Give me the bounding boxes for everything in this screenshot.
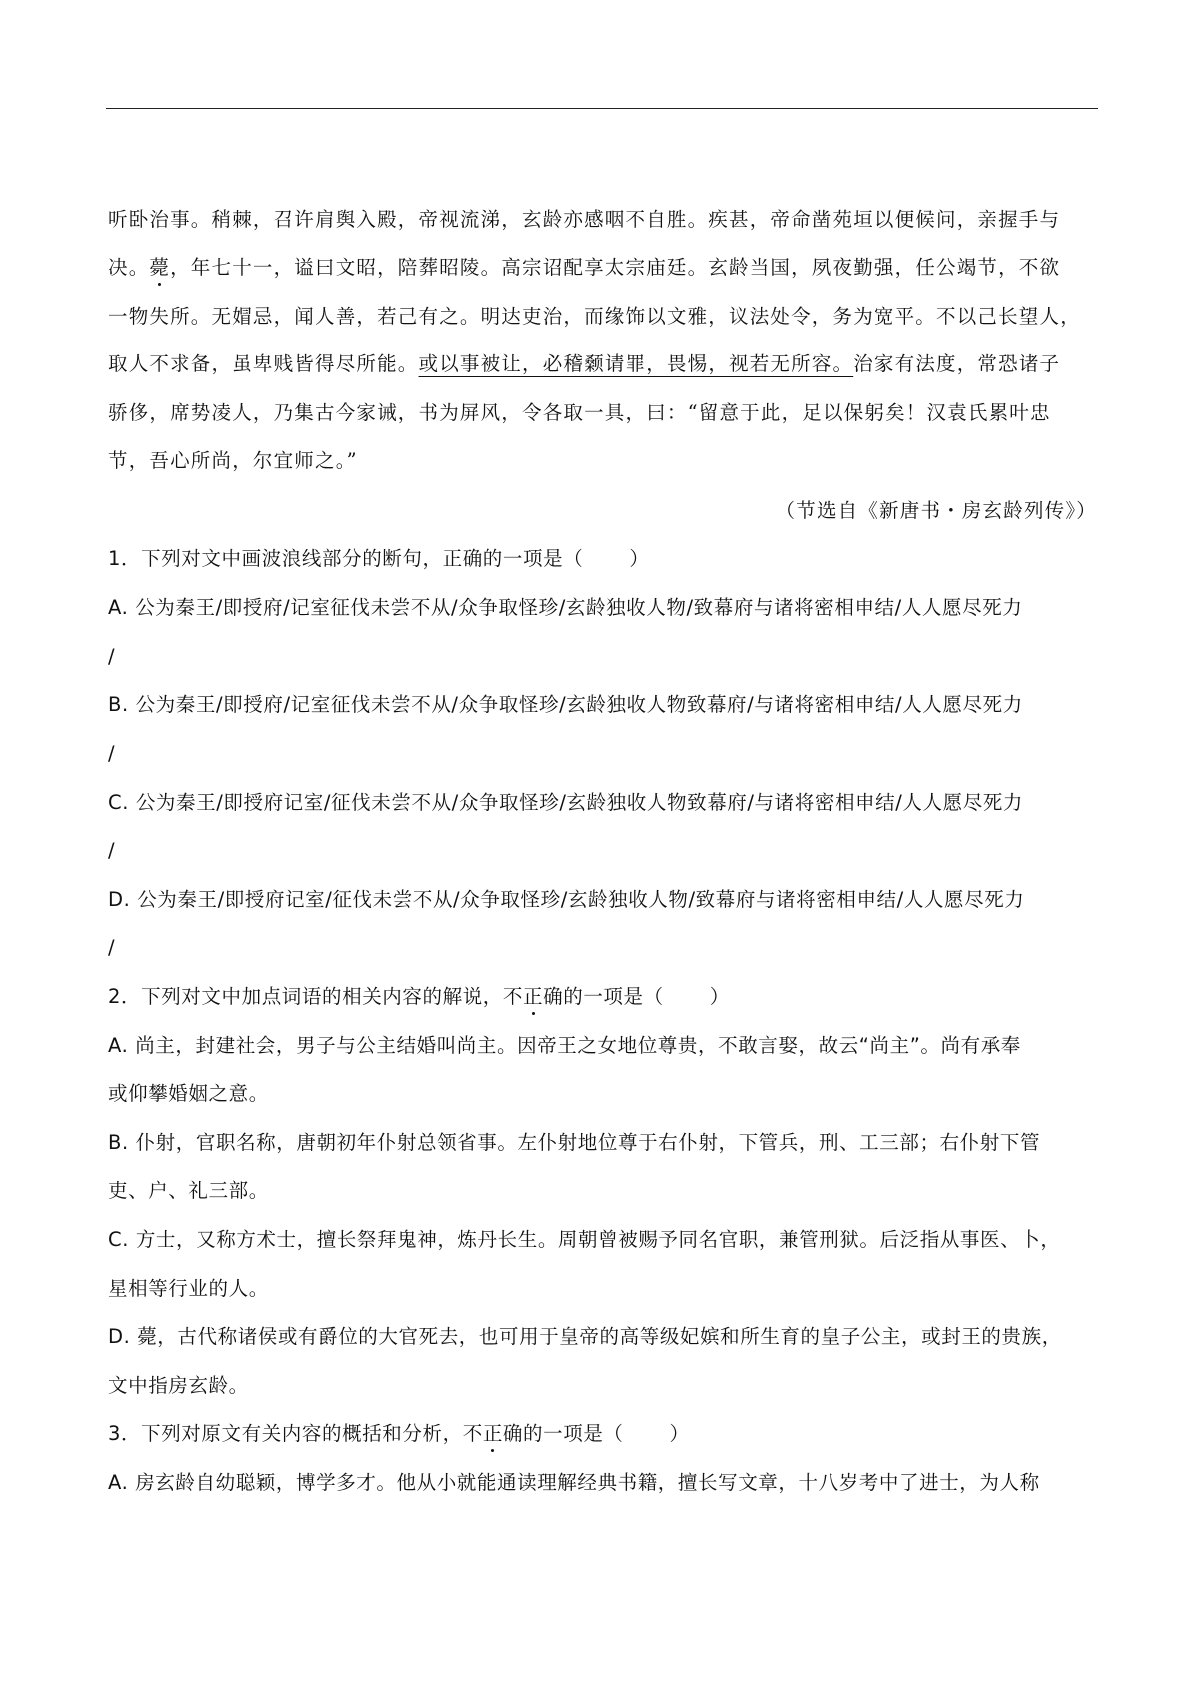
passage-line-1: 听卧治事。稍棘，召许肩舆入殿，帝视流涕，玄龄亦感咽不自胜。疾甚，帝命凿苑垣以便候问，亲握手与 <box>108 208 1061 231</box>
question-2-option-c-cont: 星相等行业的人。 <box>108 1277 269 1300</box>
passage-line-6: 节，吾心所尚，尔宜师之。” <box>108 449 358 472</box>
passage-line-4: 取人不求备，虽卑贱皆得尽所能。或以事被让，必稽颡请罪，畏惕，视若无所容。治家有法度，常恐诸子 <box>108 352 1061 375</box>
question-2-option-a: A. 尚主，封建社会，男子与公主结婚叫尚主。因帝王之女地位尊贵，不敢言娶，故云“尚主”。尚有承奉 <box>108 1034 1021 1057</box>
question-1-stem: 1．下列对文中画波浪线部分的断句，正确的一项是（ ） <box>108 547 650 570</box>
passage-source: （节选自《新唐书・房玄龄列传》） <box>775 499 1097 522</box>
question-1-option-c-cont: / <box>108 839 116 862</box>
question-2-option-d-cont: 文中指房玄龄。 <box>108 1374 249 1397</box>
header-rule <box>106 108 1098 109</box>
question-1-option-c: C. 公为秦王/即授府记室/征伐未尝不从/众争取怪珍/玄龄独收人物致幕府/与诸将密相申结/人人愿尽死力 <box>108 791 1024 814</box>
question-3-option-a: A. 房玄龄自幼聪颖，博学多才。他从小就能通读理解经典书籍，擅长写文章，十八岁考中了进士，为人称 <box>108 1471 1040 1494</box>
question-1-option-a-cont: / <box>108 645 116 668</box>
passage-line-3: 一物失所。无媢忌，闻人善，若己有之。明达吏治，而缘饰以文雅，议法处令，务为宽平。不以己长望人， <box>108 305 1081 328</box>
emphasis-dotted: 不正确 <box>462 1422 524 1445</box>
question-2-option-a-cont: 或仰攀婚姻之意。 <box>108 1082 269 1105</box>
question-2-option-b: B. 仆射，官职名称，唐朝初年仆射总领省事。左仆射地位尊于右仆射，下管兵，刑、工三部；右仆射下管 <box>108 1131 1041 1154</box>
question-2-option-b-cont: 吏、户、礼三部。 <box>108 1179 269 1202</box>
question-1-option-b-cont: / <box>108 742 116 765</box>
question-1-option-d-cont: / <box>108 936 116 959</box>
underlined-sentence: 或以事被让，必稽颡请罪，畏惕，视若无所容。 <box>418 352 854 375</box>
question-2-stem: 2．下列对文中加点词语的相关内容的解说，不正确的一项是（ ） <box>108 985 730 1008</box>
question-2-option-d: D. 薨，古代称诸侯或有爵位的大官死去，也可用于皇帝的高等级妃嫔和所生育的皇子公主，或封王的贵族， <box>108 1325 1062 1348</box>
question-1-option-d: D. 公为秦王/即授府记室/征伐未尝不从/众争取怪珍/玄龄独收人物/致幕府与诸将密相申结/人人愿尽死力 <box>108 888 1025 911</box>
dotted-word: 薨 <box>149 256 171 279</box>
question-1-option-a: A. 公为秦王/即授府/记室征伐未尝不从/众争取怪珍/玄龄独收人物/致幕府与诸将密相申结/人人愿尽死力 <box>108 596 1023 619</box>
passage-line-5: 骄侈，席势凌人，乃集古今家诫，书为屏风，令各取一具，曰：“留意于此，足以保躬矣！汉袁氏累叶忠 <box>108 401 1051 424</box>
passage-line-2: 决。薨，年七十一，谥曰文昭，陪葬昭陵。高宗诏配享太宗庙廷。玄龄当国，夙夜勤强，任公竭节，不欲 <box>108 256 1061 279</box>
question-1-option-b: B. 公为秦王/即授府/记室征伐未尝不从/众争取怪珍/玄龄独收人物致幕府/与诸将密相申结/人人愿尽死力 <box>108 693 1023 716</box>
emphasis-dotted: 不正确 <box>502 985 564 1008</box>
question-3-stem: 3．下列对原文有关内容的概括和分析，不正确的一项是（ ） <box>108 1422 690 1445</box>
question-2-option-c: C. 方士，又称方术士，擅长祭拜鬼神，炼丹长生。周朝曾被赐予同名官职，兼管刑狱。后泛指从事医、卜， <box>108 1228 1061 1251</box>
